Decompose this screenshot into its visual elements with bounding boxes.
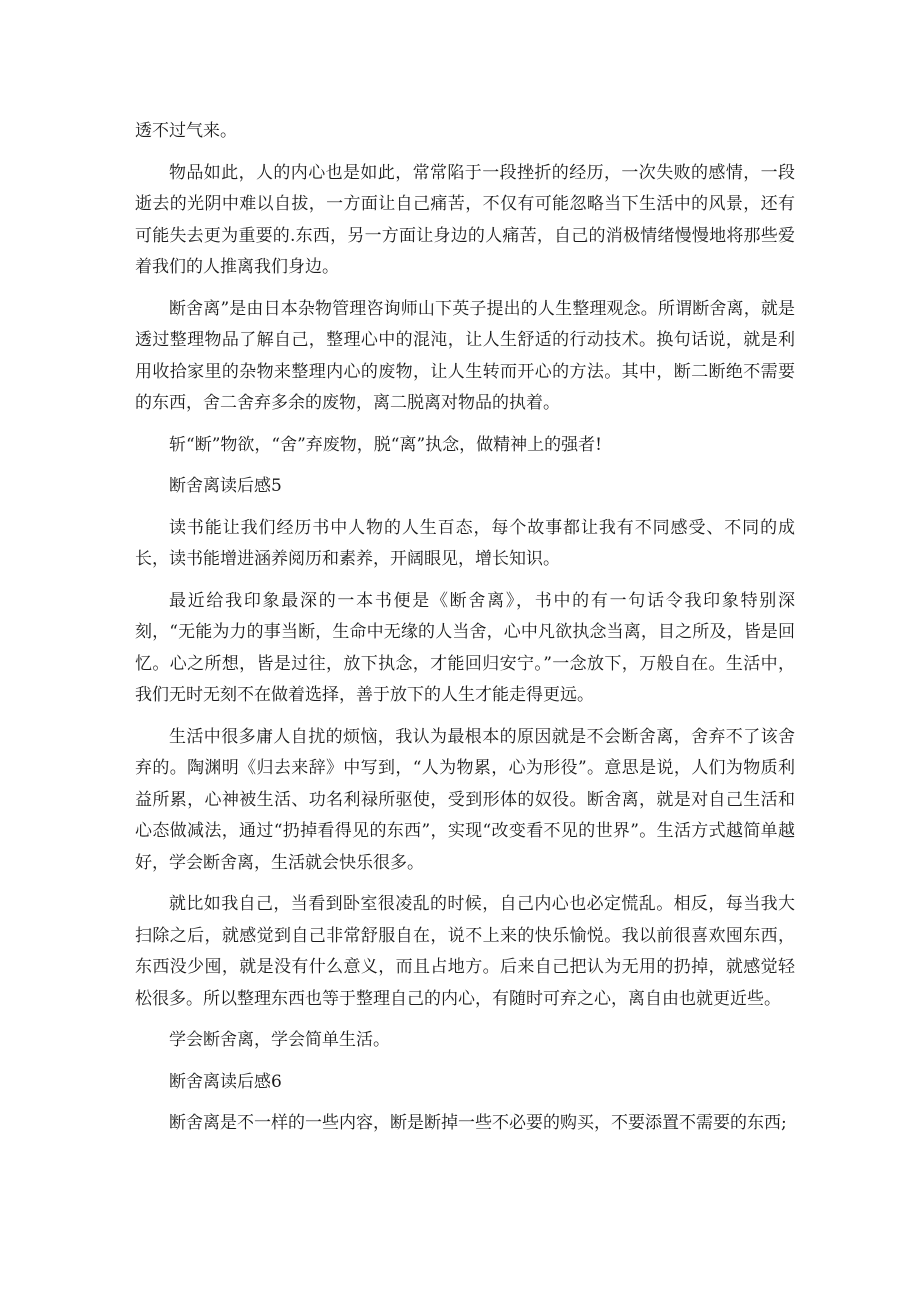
paragraph: 学会断舍离，学会简单生活。 [169, 1030, 390, 1050]
paragraph: 生活中很多庸人自扰的烦恼，我认为最根本的原因就是不会断舍离，舍弃不了该舍弃的。陶渊明《归去来辞》中写到，“人为物累，心为形役”。意思是说，人们为物质利益所累，心神被生活、功名利禄所驱使，受到形体的奴役。断舍离，就是对自己生活和心态做减法，通过“扔掉看得见的东西”，实现“改变看不见的世界”。生活方式越简单越好，学会断舍离，生活就会快乐很多。 [135, 726, 795, 873]
paragraph: 断舍离”是由日本杂物管理咨询师山下英子提出的人生整理观念。所谓断舍离，就是透过整理物品了解自己，整理心中的混沌，让人生舒适的行动技术。换句话说，就是利用收拾家里的杂物来整理内心的废物，让人生转而开心的方法。其中，断二断绝不需要的东西，舍二舍弃多余的废物，离二脱离对物品的执着。 [135, 298, 795, 413]
section-heading: 断舍离读后感5 [169, 476, 282, 496]
section-heading: 断舍离读后感6 [169, 1071, 282, 1092]
paragraph: 最近给我印象最深的一本书便是《断舍离》，书中的有一句话令我印象特别深刻，“无能为力的事当断，生命中无缘的人当舍，心中凡欲执念当离，目之所及，皆是回忆。心之所想，皆是过往，放下执念，才能回归安宁。”一念放下，万般自在。生活中，我们无时无刻不在做着选择，善于放下的人生才能走得更远。 [135, 590, 795, 705]
document-body [135, 116, 795, 1150]
paragraph: 斩“断”物欲，“舍”弃废物，脱“离”执念，做精神上的强者! [169, 434, 602, 455]
paragraph: 断舍离是不一样的一些内容，断是断掉一些不必要的购买，不要添置不需要的东西; [169, 1113, 787, 1133]
paragraph: 读书能让我们经历书中人物的人生百态，每个故事都让我有不同感受、不同的成长，读书能增进涵养阅历和素养，开阔眼见，增长知识。 [135, 517, 795, 569]
paragraph: 透不过气来。 [135, 121, 237, 141]
paragraph: 物品如此，人的内心也是如此，常常陷于一段挫折的经历，一次失败的感情，一段逝去的光阴中难以自拔，一方面让自己痛苦，不仅有可能忽略当下生活中的风景，还有可能失去更为重要的.东西，另一方面让身边的人痛苦，自己的消极情绪慢慢地将那些爱着我们的人推离我们身边。 [135, 162, 795, 277]
paragraph: 就比如我自己，当看到卧室很凌乱的时候，自己内心也必定慌乱。相反，每当我大扫除之后，就感觉到自己非常舒服自在，说不上来的快乐愉悦。我以前很喜欢囤东西，东西没少囤，就是没有什么意义，而且占地方。后来自己把认为无用的扔掉，就感觉轻松很多。所以整理东西也等于整理自己的内心，有随时可弃之心，离自由也就更近些。 [135, 894, 795, 1009]
